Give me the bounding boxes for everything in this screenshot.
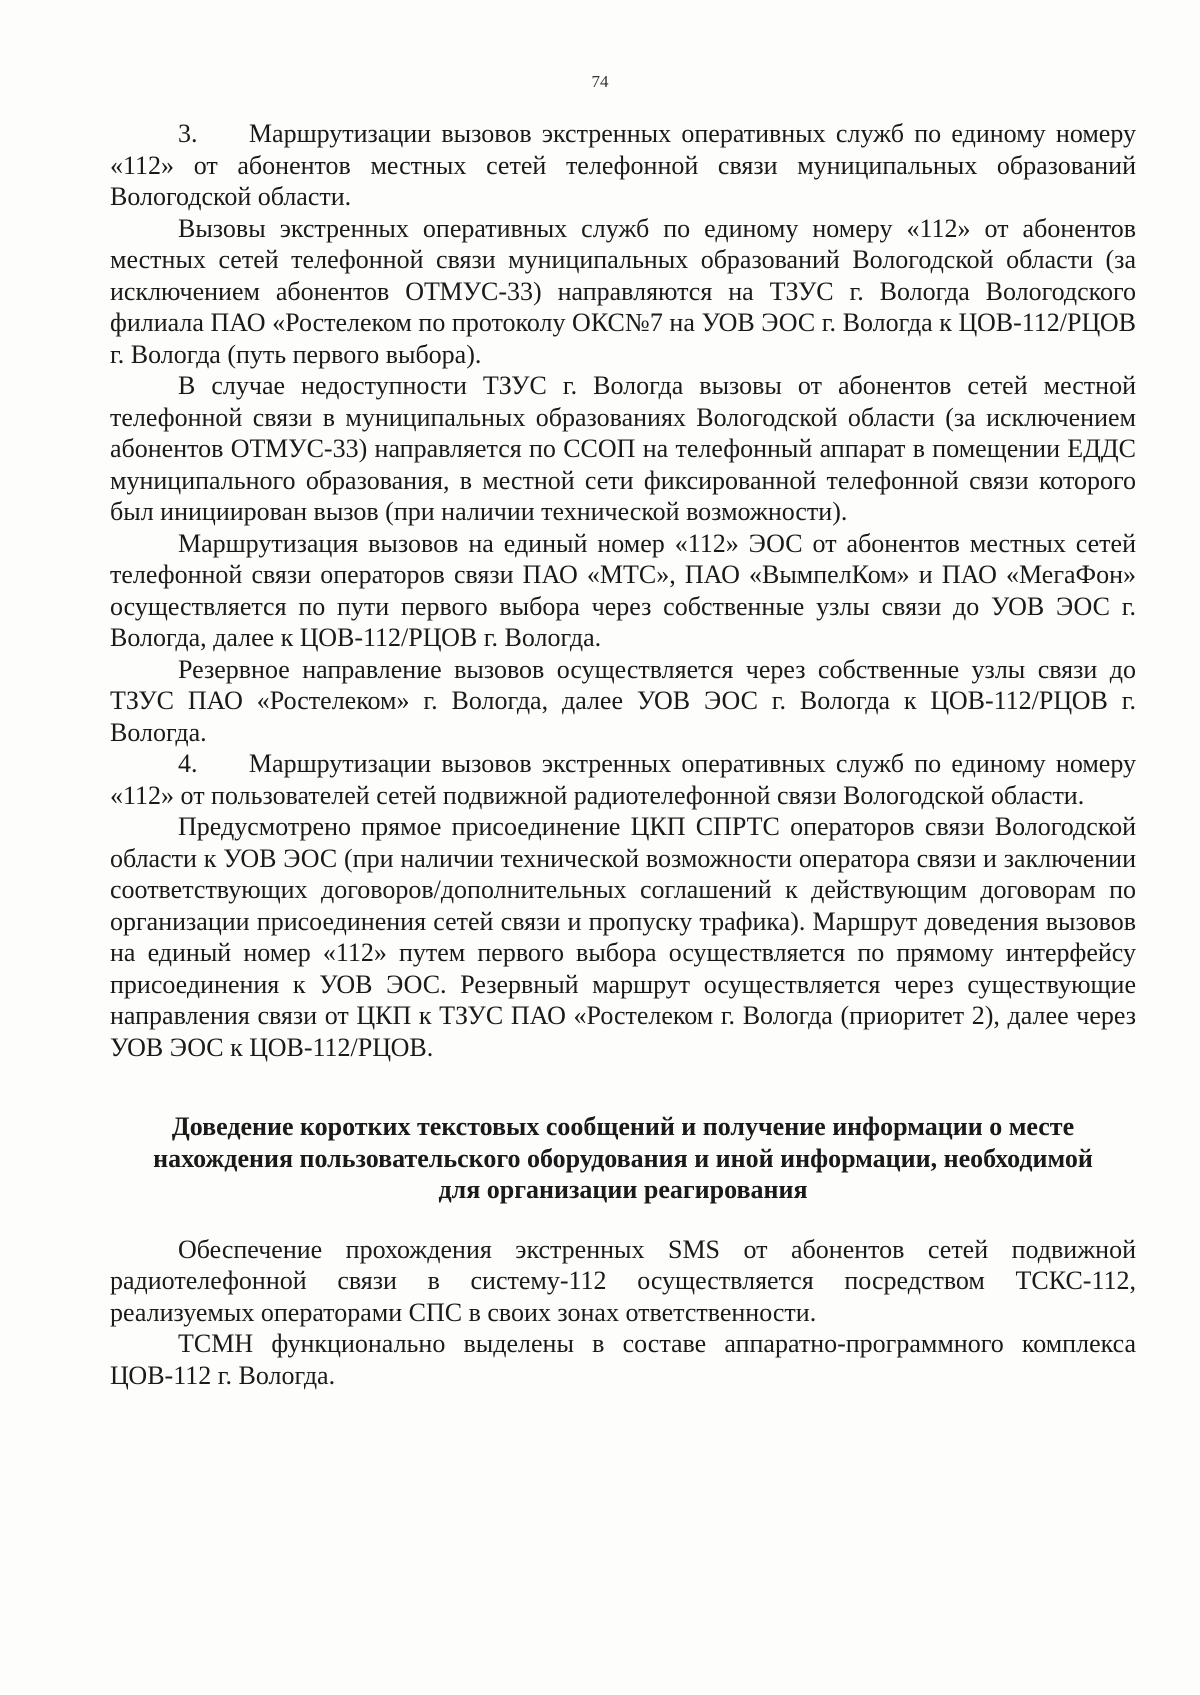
document-body bbox=[110, 118, 1136, 1391]
paragraph-unavailability: В случае недоступности ТЗУС г. Вологда вызовы от абонентов сетей местной телефонной связи в муниципальных образованиях Вологодской области (за исключением абонентов ОТМУС-33) направляется по ССОП на телефонный аппарат в помещении ЕДДС муниципального образования, в местной сети фиксированной телефонной связи которого был инициирован вызов (при наличии технической возможности). bbox=[110, 371, 1136, 526]
paragraph-tsmn: ТСМН функционально выделены в составе аппаратно-программного комплекса ЦОВ-112 г. Вологда. bbox=[110, 1329, 1136, 1390]
paragraph-section-3-title: 3. Маршрутизации вызовов экстренных оперативных служб по единому номеру «112» от абонентов местных сетей телефонной связи муниципальных образований Вологодской области. bbox=[110, 119, 1136, 211]
section-heading: Доведение коротких текстовых сообщений и получение информации о месте нахождения пользовательского оборудования и иной информации, необходимой для организации реагирования bbox=[153, 1112, 1093, 1204]
paragraph-primary-route: Вызовы экстренных оперативных служб по единому номеру «112» от абонентов местных сетей телефонной связи муниципальных образований Вологодской области (за исключением абонентов ОТМУС-33) направляются на ТЗУС г. Вологда Вологодского филиала ПАО «Ростелеком по протоколу ОКС№7 на УОВ ЭОС г. Вологда к ЦОВ-112/РЦОВ г. Вологда (путь первого выбора). bbox=[110, 213, 1136, 369]
page-number: 74 bbox=[591, 72, 609, 91]
paragraph-operators-routing: Маршрутизация вызовов на единый номер «112» ЭОС от абонентов местных сетей телефонной связи операторов связи ПАО «МТС», ПАО «ВымпелКом» и ПАО «МегаФон» осуществляется по пути первого выбора через собственные узлы связи до УОВ ЭОС г. Вологда, далее к ЦОВ-112/РЦОВ г. Вологда. bbox=[110, 528, 1136, 652]
paragraph-section-4-title: 4. Маршрутизации вызовов экстренных оперативных служб по единому номеру «112» от пользователей сетей подвижной радиотелефонной связи Вологодской области. bbox=[110, 749, 1136, 810]
paragraph-direct-connection: Предусмотрено прямое присоединение ЦКП СПРТС операторов связи Вологодской области к УОВ ЭОС (при наличии технической возможности оператора связи и заключении соответствующих договоров/дополнительных соглашений к действующим договорам по организации присоединения сетей связи и пропуску трафика). Маршрут доведения вызовов на единый номер «112» путем первого выбора осуществляется по прямому интерфейсу присоединения к УОВ ЭОС. Резервный маршрут осуществляется через существующие направления связи от ЦКП к ТЗУС ПАО «Ростелеком г. Вологда (приоритет 2), далее через УОВ ЭОС к ЦОВ-112/РЦОВ. bbox=[110, 812, 1136, 1062]
paragraph-sms-delivery: Обеспечение прохождения экстренных SMS от абонентов сетей подвижной радиотелефонной связи в систему-112 осуществляется посредством ТСКС-112, реализуемых операторами СПС в своих зонах ответственности. bbox=[110, 1234, 1136, 1327]
paragraph-reserve-route: Резервное направление вызовов осуществляется через собственные узлы связи до ТЗУС ПАО «Ростелеком» г. Вологда, далее УОВ ЭОС г. Вологда к ЦОВ-112/РЦОВ г. Вологда. bbox=[110, 654, 1136, 747]
